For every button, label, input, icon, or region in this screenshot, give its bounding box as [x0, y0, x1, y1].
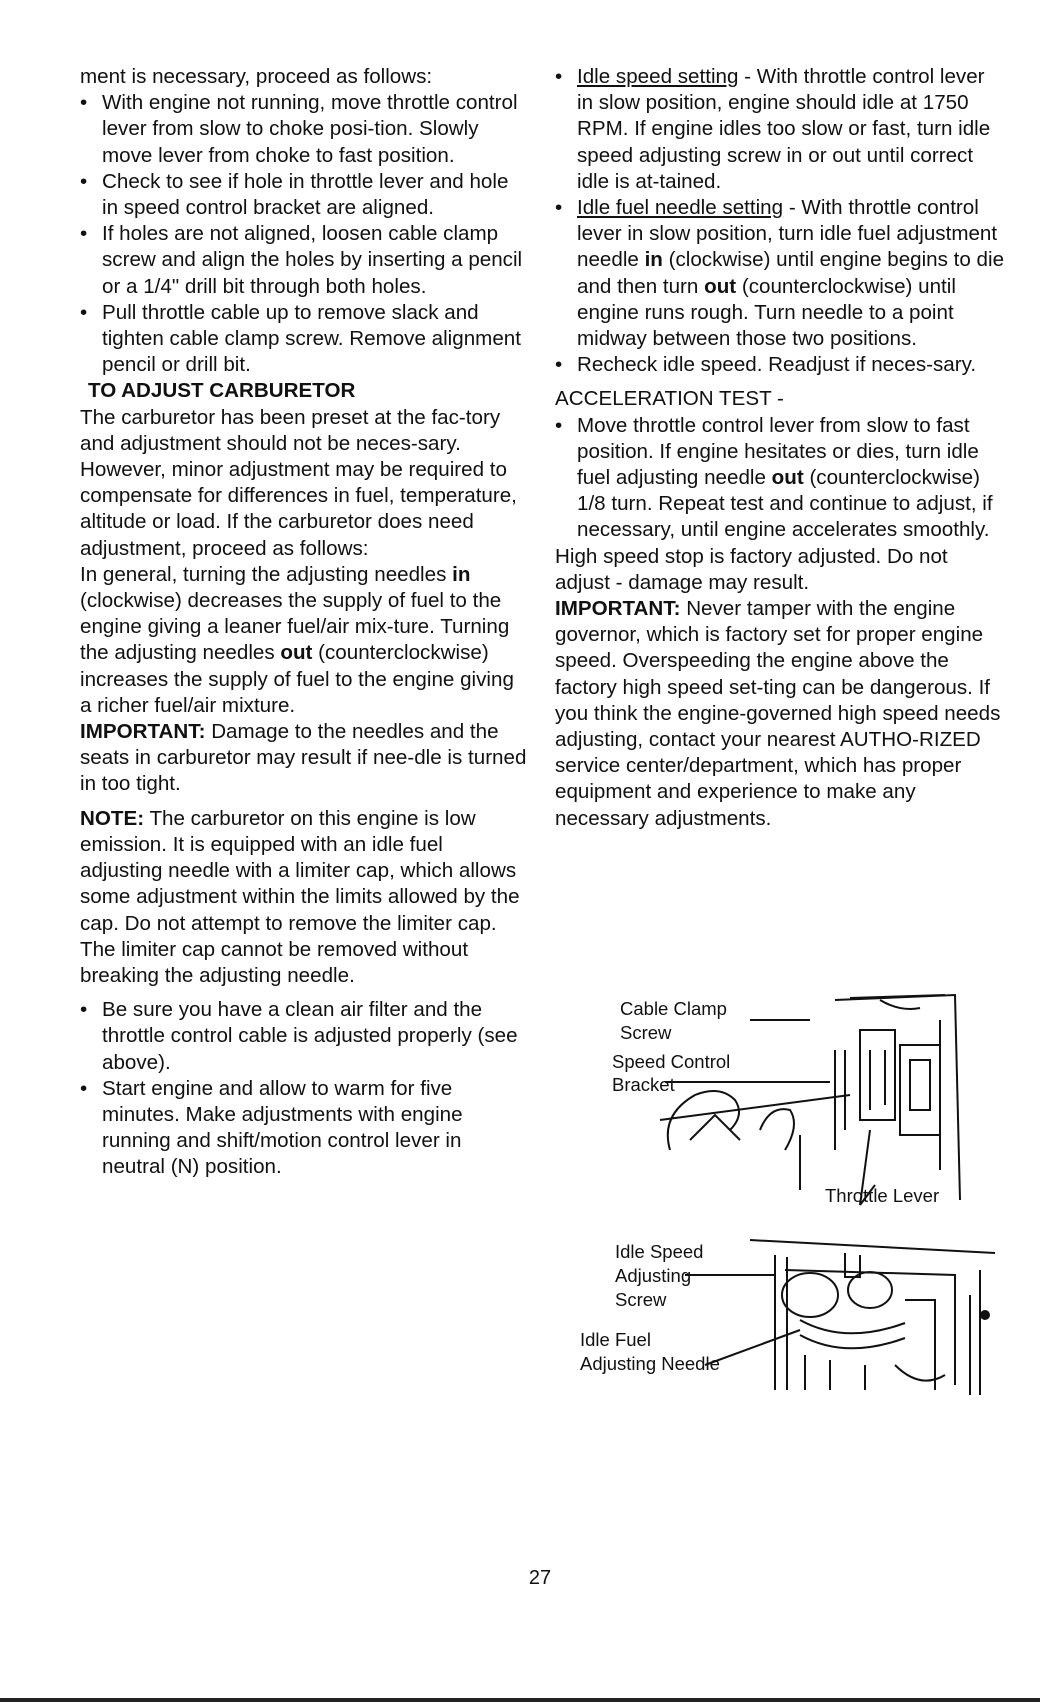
- throttle-steps-list: [80, 90, 530, 378]
- bottom-rule: [0, 1698, 1040, 1702]
- idle-fuel-text: (clockwise) until engine begins to die and then turn: [577, 248, 1005, 298]
- acceleration-list: [555, 413, 1005, 544]
- left-column: [80, 64, 530, 1181]
- list-item: • Check to see if hole in throttle lever and hole in speed control bracket are aligned.: [80, 169, 530, 221]
- idle-speed-adjusting-label: Adjusting: [615, 1265, 692, 1286]
- paragraph-text: In general, turning the adjusting needles: [80, 562, 447, 586]
- list-item: • Recheck idle speed. Readjust if neces-sary.: [555, 352, 1005, 378]
- list-item: [555, 413, 1005, 544]
- important-note: [80, 719, 530, 798]
- idle-speed-text: - With throttle control lever in slow position, engine should idle at 1750 RPM. If engine idles too slow or fast, turn idle speed adjusting screw in or out until correct idle is at-tained.: [577, 65, 991, 193]
- emphasis-out: out: [280, 641, 313, 665]
- paragraph-text: (clockwise) decreases the supply of fuel to the engine giving a leaner fuel/air mix-ture. Turning the adjusting needles: [80, 589, 510, 665]
- idle-fuel-needle-label: Adjusting Needle: [580, 1353, 720, 1374]
- idle-fuel-text: - With throttle control lever in slow position, turn idle fuel adjustment needle: [577, 196, 998, 272]
- emphasis-out: out: [704, 274, 737, 298]
- carburetor-intro-paragraph: The carburetor has been preset at the fac-tory and adjustment should not be neces-sary. However, minor adjustment may be required to compensate for differences in fuel, temperature, altitude or load. If the carburetor does need adjustment, proceed as follows:: [80, 405, 517, 560]
- idle-fuel-title: Idle fuel needle setting: [577, 196, 784, 220]
- note-label: NOTE:: [80, 806, 145, 830]
- idle-speed-title: Idle speed setting: [577, 65, 739, 88]
- carburetor-figure: [575, 1235, 995, 1395]
- note-text: The carburetor on this engine is low emission. It is equipped with an idle fuel adjusting needle with a limiter cap, which allows some adjustment within the limits allowed by the cap. Do not attempt to remove the limiter cap. The limiter cap cannot be removed without breaking the adjusting needle.: [80, 806, 520, 987]
- list-item: • Be sure you have a clean air filter and the throttle control cable is adjusted properly (see above).: [80, 997, 530, 1076]
- accel-text: (counterclockwise) 1/8 turn. Repeat test and continue to adjust, if necessary, until engine accelerates smoothly.: [577, 466, 993, 542]
- accel-text: Move throttle control lever from slow to fast position. If engine hesitates or dies, turn idle fuel adjusting needle: [577, 413, 979, 490]
- throttle-lever-label: Throttle Lever: [825, 1185, 940, 1206]
- list-item: • With engine not running, move throttle control lever from slow to choke posi-tion. Slowly move lever from choke to fast position.: [80, 90, 530, 169]
- throttle-linkage-figure: [600, 990, 980, 1210]
- speed-control-label: Speed Control: [612, 1051, 731, 1072]
- idle-settings-list: [555, 64, 1005, 378]
- high-speed-note: High speed stop is factory adjusted. Do not adjust - damage may result.: [555, 544, 948, 594]
- important-text: Never tamper with the engine governor, which is factory set for proper engine speed. Overspeeding the engine above the factory high speed set-ting can be dangerous. If you think the engine-governed high speed needs adjusting, contact your nearest AUTHO-RIZED service center/department, which has proper equipment and experience to make any necessary adjustments.: [555, 597, 1001, 830]
- page-number: 27: [528, 1567, 552, 1589]
- governor-warning: [555, 596, 1005, 832]
- right-column: [555, 64, 1005, 832]
- cable-clamp-screw-label: Screw: [620, 1022, 672, 1043]
- list-item: • If holes are not aligned, loosen cable clamp screw and align the holes by inserting a pencil or a 1/4" drill bit through both holes.: [80, 221, 530, 300]
- speed-control-bracket-label: Bracket: [612, 1074, 675, 1095]
- emphasis-in: in: [452, 562, 471, 586]
- important-text: Damage to the needles and the seats in carburetor may result if nee-dle is turned in too tight.: [80, 720, 527, 796]
- idle-speed-screw-label: Screw: [615, 1289, 667, 1310]
- emphasis-out: out: [771, 466, 804, 490]
- idle-speed-label: Idle Speed: [615, 1241, 704, 1262]
- important-label: IMPORTANT:: [80, 720, 206, 744]
- idle-fuel-label: Idle Fuel: [580, 1329, 651, 1350]
- intro-text: ment is necessary, proceed as follows:: [80, 65, 433, 88]
- important-label: IMPORTANT:: [555, 597, 681, 621]
- cable-clamp-label: Cable Clamp: [620, 998, 727, 1019]
- emphasis-in: in: [644, 248, 663, 272]
- acceleration-heading: ACCELERATION TEST -: [555, 387, 784, 411]
- idle-fuel-text: (counterclockwise) until engine runs rough. Turn needle to a point midway between those two positions.: [577, 274, 956, 351]
- preparation-list: [80, 997, 530, 1180]
- list-item: [555, 64, 1005, 195]
- needle-direction-paragraph: [80, 562, 530, 719]
- paragraph-text: (counterclockwise) increases the supply of fuel to the engine giving a richer fuel/air mixture.: [80, 641, 514, 717]
- list-item: [555, 195, 1005, 352]
- low-emission-note: [80, 806, 530, 989]
- list-item: • Start engine and allow to warm for five minutes. Make adjustments with engine running and shift/motion control lever in neutral (N) position.: [80, 1076, 530, 1181]
- list-item: • Pull throttle cable up to remove slack and tighten cable clamp screw. Remove alignment pencil or drill bit.: [80, 300, 530, 379]
- section-heading: TO ADJUST CARBURETOR: [88, 379, 356, 403]
